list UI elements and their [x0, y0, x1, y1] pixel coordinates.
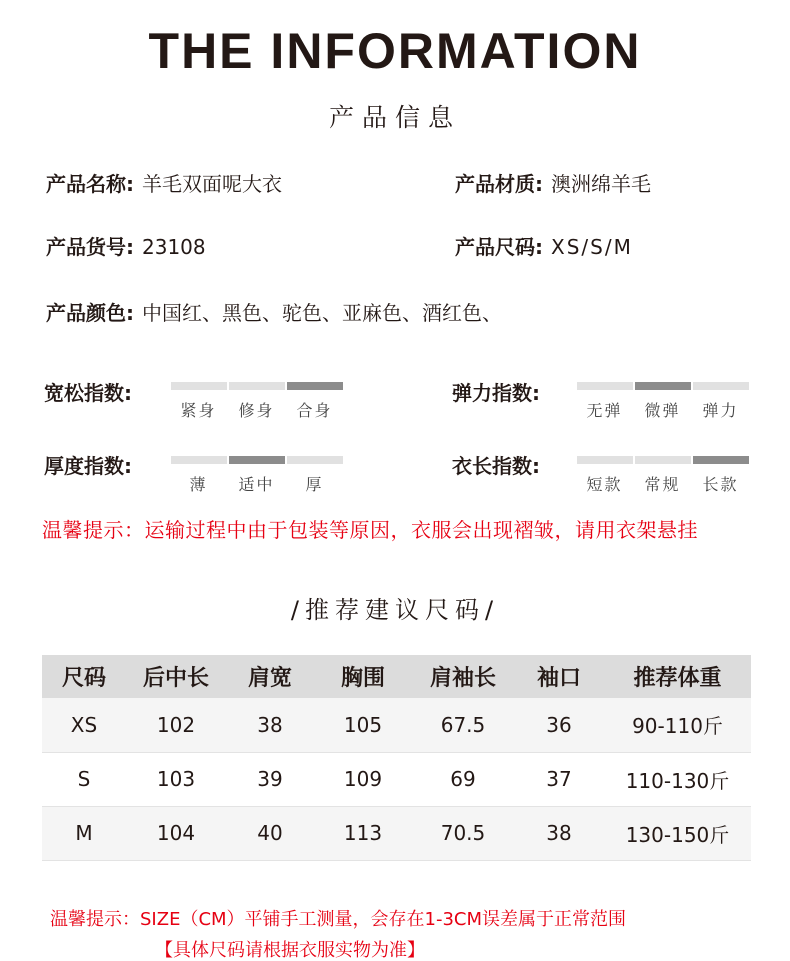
table-cell: 38: [514, 806, 604, 860]
thickness-index-option-label: 薄: [189, 475, 208, 494]
page-title: THE INFORMATION: [148, 23, 642, 79]
elasticity-index-option: [634, 382, 691, 421]
fit-index-bar: [171, 382, 227, 390]
table-row: [42, 698, 751, 752]
fit-index-option: [286, 382, 343, 421]
length-index-bar: [577, 456, 633, 464]
length-index-option-label: 常规: [644, 475, 681, 494]
table-cell: M: [42, 806, 126, 860]
size-measure-note: 【具体尺码请根据衣服实物为准】: [155, 940, 425, 961]
size-table: [42, 655, 751, 861]
table-cell: 37: [514, 752, 604, 806]
elasticity-index-scale: [576, 382, 750, 421]
fit-index-option-label: 合身: [296, 401, 333, 420]
table-cell: 69: [412, 752, 514, 806]
header-sleeve-length: 肩袖长: [412, 655, 514, 698]
length-index-bar: [635, 456, 691, 464]
table-cell: 109: [314, 752, 412, 806]
table-cell: 67.5: [412, 698, 514, 752]
table-cell: 90-110斤: [604, 698, 751, 752]
thickness-index-option: [170, 456, 227, 495]
elasticity-index-bar: [577, 382, 633, 390]
header-weight: 推荐体重: [604, 655, 751, 698]
info-code-label: 产品货号:: [46, 235, 134, 259]
info-material-value: 澳洲绵羊毛: [551, 172, 651, 196]
header-back-length: 后中长: [126, 655, 226, 698]
header-shoulder: 肩宽: [226, 655, 314, 698]
table-row: [42, 806, 751, 860]
fit-index-option: [228, 382, 285, 421]
table-cell: 110-130斤: [604, 752, 751, 806]
table-cell: 104: [126, 806, 226, 860]
thickness-index-option: [228, 456, 285, 495]
table-cell: 70.5: [412, 806, 514, 860]
length-index-scale: [576, 456, 750, 495]
header-size: 尺码: [42, 655, 126, 698]
thickness-index-scale: [170, 456, 344, 495]
table-cell: 36: [514, 698, 604, 752]
table-cell: S: [42, 752, 126, 806]
table-cell: 39: [226, 752, 314, 806]
thickness-index-option: [286, 456, 343, 495]
thickness-index-option-label: 厚: [305, 475, 324, 494]
table-cell: 38: [226, 698, 314, 752]
elasticity-index-option-label: 微弹: [644, 401, 681, 420]
length-index-option-label: 长款: [702, 475, 739, 494]
length-index-option: [576, 456, 633, 495]
length-index-option-label: 短款: [586, 475, 623, 494]
length-index-bar: [693, 456, 749, 464]
info-color-label: 产品颜色:: [46, 301, 134, 325]
elasticity-index-option: [692, 382, 749, 421]
header-cuff: 袖口: [514, 655, 604, 698]
thickness-index-bar: [229, 456, 285, 464]
elasticity-index-option-label: 弹力: [702, 401, 739, 420]
info-name-label: 产品名称:: [46, 172, 134, 196]
size-measure-tip: 温馨提示：SIZE（CM）平铺手工测量，会存在1-3CM误差属于正常范围: [50, 909, 627, 930]
fit-index-bar: [229, 382, 285, 390]
fit-index-bar: [287, 382, 343, 390]
thickness-index-bar: [171, 456, 227, 464]
table-cell: 113: [314, 806, 412, 860]
info-name: [46, 168, 282, 197]
thickness-index-label: 厚度指数:: [44, 454, 132, 478]
length-index-label: 衣长指数:: [452, 454, 540, 478]
elasticity-index-option-label: 无弹: [586, 401, 623, 420]
table-cell: 105: [314, 698, 412, 752]
info-material: [455, 168, 651, 197]
fit-index-option-label: 紧身: [180, 401, 217, 420]
elasticity-index-label: 弹力指数:: [452, 381, 540, 405]
elasticity-index-bar: [635, 382, 691, 390]
thickness-index-option-label: 适中: [238, 475, 275, 494]
elasticity-index-bar: [693, 382, 749, 390]
header-chest: 胸围: [314, 655, 412, 698]
info-color: [46, 297, 502, 326]
info-color-value: 中国红、黑色、驼色、亚麻色、酒红色、: [142, 301, 502, 325]
info-code: [46, 231, 206, 260]
size-table-header-row: [42, 655, 751, 698]
length-index-option: [692, 456, 749, 495]
info-size: [455, 231, 633, 260]
length-index-option: [634, 456, 691, 495]
fit-index-label: 宽松指数:: [44, 381, 132, 405]
table-cell: 103: [126, 752, 226, 806]
info-code-value: 23108: [142, 235, 206, 259]
recommend-size-title: /推荐建议尺码/: [290, 596, 500, 624]
fit-index-option-label: 修身: [238, 401, 275, 420]
hanging-tip: 温馨提示：运输过程中由于包装等原因，衣服会出现褶皱，请用衣架悬挂: [42, 518, 698, 542]
fit-index-scale: [170, 382, 344, 421]
table-cell: 130-150斤: [604, 806, 751, 860]
info-size-value: XS/S/M: [551, 235, 633, 259]
table-cell: 102: [126, 698, 226, 752]
info-name-value: 羊毛双面呢大衣: [142, 172, 282, 196]
elasticity-index-option: [576, 382, 633, 421]
table-cell: XS: [42, 698, 126, 752]
thickness-index-bar: [287, 456, 343, 464]
fit-index-option: [170, 382, 227, 421]
page-subtitle: 产品信息: [328, 103, 461, 132]
info-material-label: 产品材质:: [455, 172, 543, 196]
table-cell: 40: [226, 806, 314, 860]
info-size-label: 产品尺码:: [455, 235, 543, 259]
table-row: [42, 752, 751, 806]
